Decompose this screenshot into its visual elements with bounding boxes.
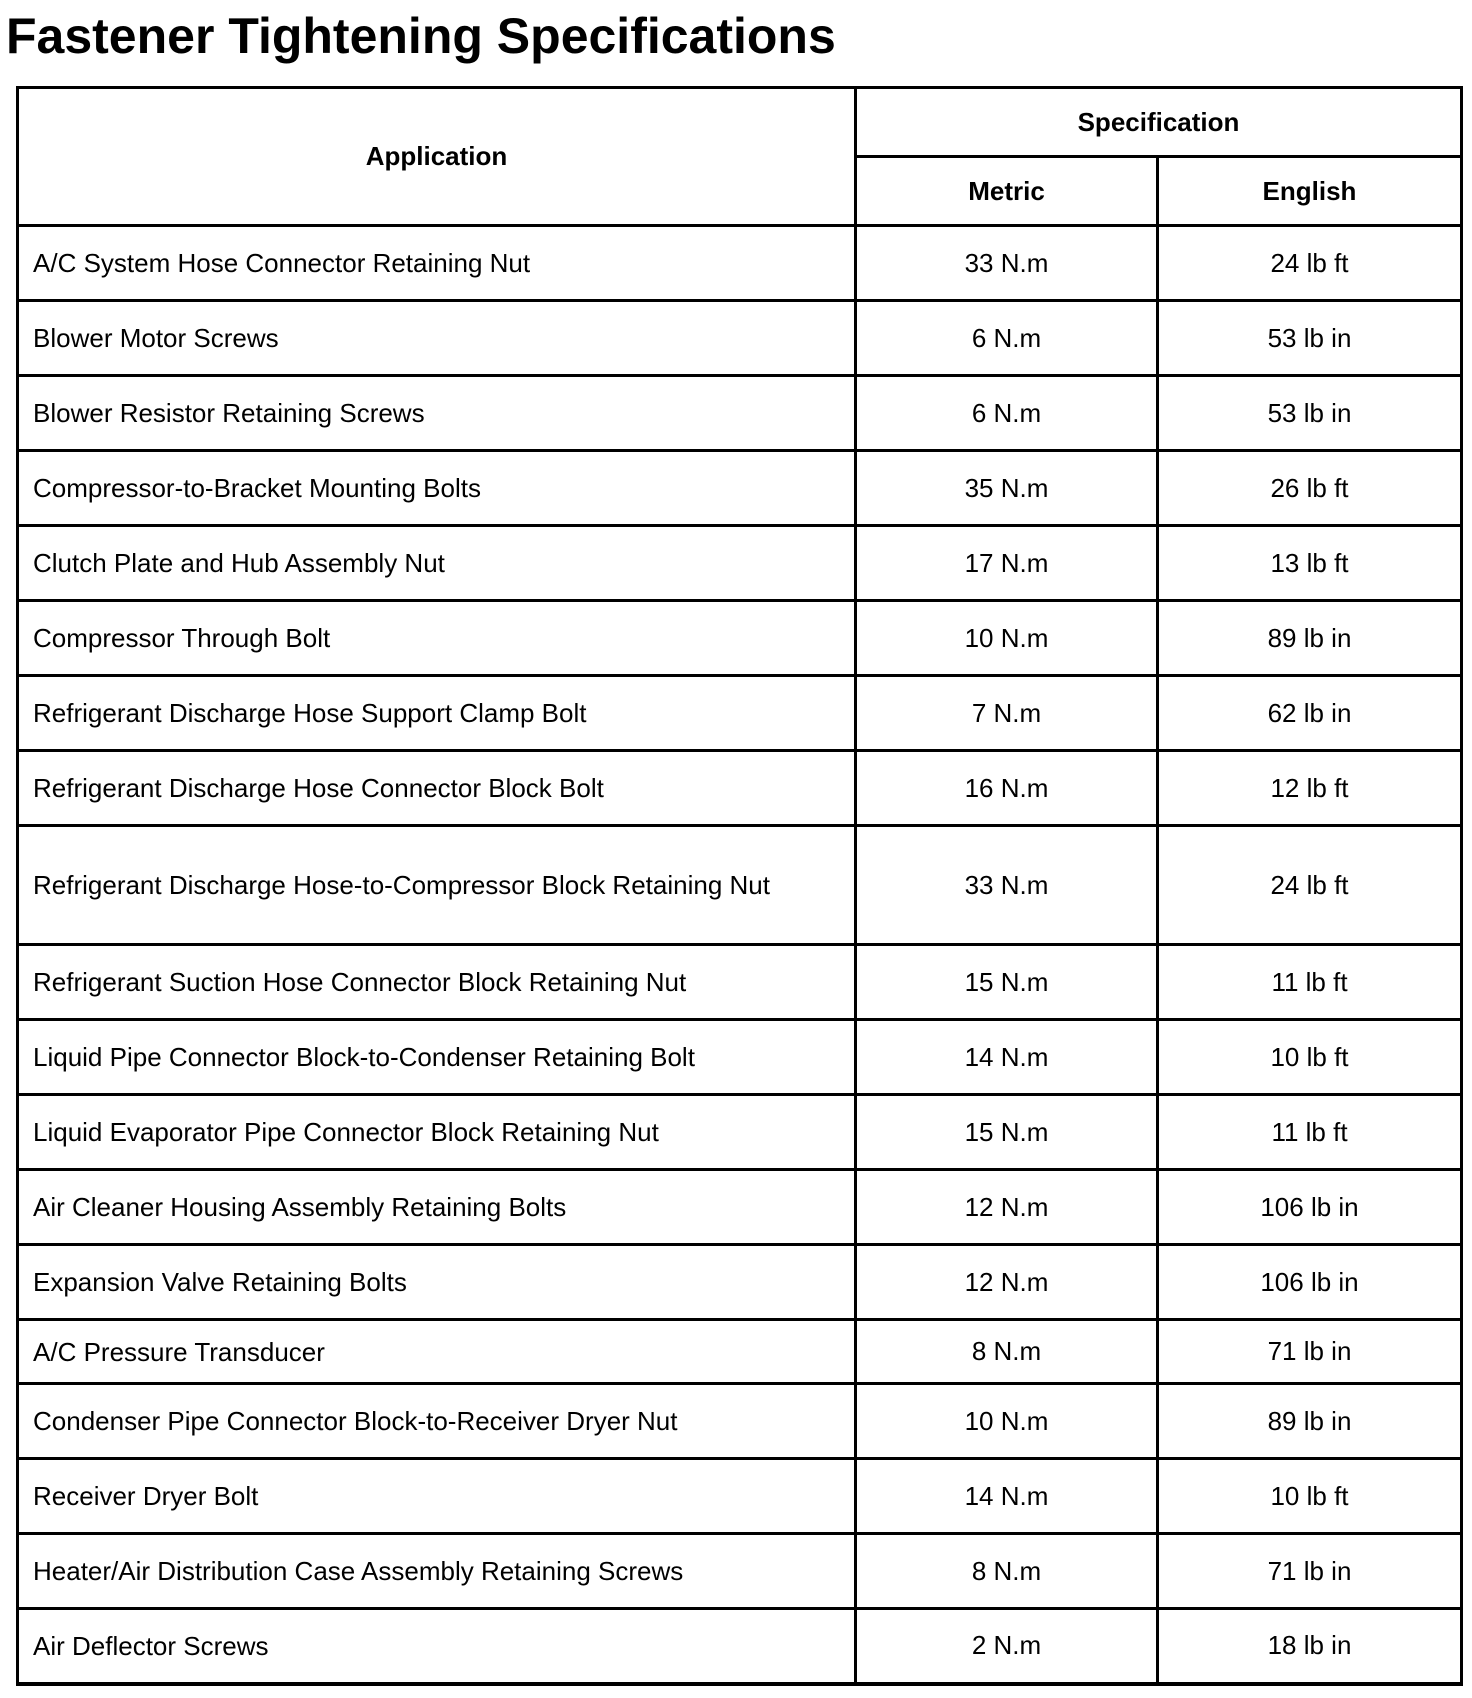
table-row: [18, 601, 1462, 676]
cell-metric: 10 N.m: [856, 601, 1158, 676]
cell-metric: 14 N.m: [856, 1020, 1158, 1095]
cell-english: 106 lb in: [1158, 1245, 1462, 1320]
cell-application: Expansion Valve Retaining Bolts: [18, 1245, 856, 1320]
table-row: [18, 526, 1462, 601]
table-row: [18, 826, 1462, 945]
cell-english: 11 lb ft: [1158, 1095, 1462, 1170]
cell-application: Blower Motor Screws: [18, 301, 856, 376]
cell-metric: 16 N.m: [856, 751, 1158, 826]
cell-metric: 12 N.m: [856, 1245, 1158, 1320]
header-application: Application: [18, 88, 856, 226]
table-row: [18, 751, 1462, 826]
cell-application: Blower Resistor Retaining Screws: [18, 376, 856, 451]
cell-metric: 7 N.m: [856, 676, 1158, 751]
cell-application: A/C Pressure Transducer: [18, 1320, 856, 1384]
cell-application: Liquid Evaporator Pipe Connector Block Retaining Nut: [18, 1095, 856, 1170]
page-title: Fastener Tightening Specifications: [6, 8, 836, 64]
cell-application: Clutch Plate and Hub Assembly Nut: [18, 526, 856, 601]
table-row: [18, 676, 1462, 751]
cell-application: A/C System Hose Connector Retaining Nut: [18, 226, 856, 301]
cell-application: Refrigerant Suction Hose Connector Block Retaining Nut: [18, 945, 856, 1020]
cell-english: 89 lb in: [1158, 601, 1462, 676]
cell-metric: 33 N.m: [856, 826, 1158, 945]
table-row: [18, 226, 1462, 301]
table-row: [18, 1384, 1462, 1459]
cell-application: Compressor-to-Bracket Mounting Bolts: [18, 451, 856, 526]
table-row: [18, 1609, 1462, 1684]
cell-metric: 8 N.m: [856, 1320, 1158, 1384]
cell-application: Air Cleaner Housing Assembly Retaining Bolts: [18, 1170, 856, 1245]
fastener-spec-table: [16, 86, 1463, 1686]
cell-application: Refrigerant Discharge Hose Connector Block Bolt: [18, 751, 856, 826]
table-row: [18, 376, 1462, 451]
header-specification: Specification: [856, 88, 1462, 157]
table-row: [18, 1459, 1462, 1534]
cell-metric: 8 N.m: [856, 1534, 1158, 1609]
cell-english: 24 lb ft: [1158, 226, 1462, 301]
cell-metric: 35 N.m: [856, 451, 1158, 526]
cell-english: 10 lb ft: [1158, 1459, 1462, 1534]
cell-english: 53 lb in: [1158, 376, 1462, 451]
cell-english: 12 lb ft: [1158, 751, 1462, 826]
cell-metric: 33 N.m: [856, 226, 1158, 301]
cell-application: Receiver Dryer Bolt: [18, 1459, 856, 1534]
cell-english: 71 lb in: [1158, 1320, 1462, 1384]
cell-english: 24 lb ft: [1158, 826, 1462, 945]
table-header: [18, 88, 1462, 226]
cell-metric: 2 N.m: [856, 1609, 1158, 1684]
cell-english: 89 lb in: [1158, 1384, 1462, 1459]
cell-metric: 15 N.m: [856, 1095, 1158, 1170]
cell-english: 10 lb ft: [1158, 1020, 1462, 1095]
cell-english: 18 lb in: [1158, 1609, 1462, 1684]
table-row: [18, 1534, 1462, 1609]
cell-application: Liquid Pipe Connector Block-to-Condenser Retaining Bolt: [18, 1020, 856, 1095]
table-row: [18, 301, 1462, 376]
table-row: [18, 945, 1462, 1020]
cell-metric: 6 N.m: [856, 301, 1158, 376]
cell-application: Heater/Air Distribution Case Assembly Retaining Screws: [18, 1534, 856, 1609]
cell-english: 26 lb ft: [1158, 451, 1462, 526]
cell-metric: 6 N.m: [856, 376, 1158, 451]
cell-metric: 12 N.m: [856, 1170, 1158, 1245]
cell-application: Refrigerant Discharge Hose-to-Compressor Block Retaining Nut: [18, 826, 856, 945]
header-english: English: [1158, 157, 1462, 226]
cell-english: 11 lb ft: [1158, 945, 1462, 1020]
cell-english: 71 lb in: [1158, 1534, 1462, 1609]
table-row: [18, 451, 1462, 526]
cell-english: 13 lb ft: [1158, 526, 1462, 601]
header-metric: Metric: [856, 157, 1158, 226]
cell-metric: 15 N.m: [856, 945, 1158, 1020]
table-row: [18, 1095, 1462, 1170]
table-row: [18, 1245, 1462, 1320]
table-row: [18, 1320, 1462, 1384]
table-body: [18, 226, 1462, 1684]
cell-application: Refrigerant Discharge Hose Support Clamp Bolt: [18, 676, 856, 751]
cell-metric: 17 N.m: [856, 526, 1158, 601]
cell-application: Compressor Through Bolt: [18, 601, 856, 676]
cell-english: 53 lb in: [1158, 301, 1462, 376]
cell-metric: 14 N.m: [856, 1459, 1158, 1534]
cell-application: Air Deflector Screws: [18, 1609, 856, 1684]
cell-metric: 10 N.m: [856, 1384, 1158, 1459]
cell-application: Condenser Pipe Connector Block-to-Receiver Dryer Nut: [18, 1384, 856, 1459]
cell-english: 106 lb in: [1158, 1170, 1462, 1245]
table-row: [18, 1020, 1462, 1095]
cell-english: 62 lb in: [1158, 676, 1462, 751]
table-row: [18, 1170, 1462, 1245]
